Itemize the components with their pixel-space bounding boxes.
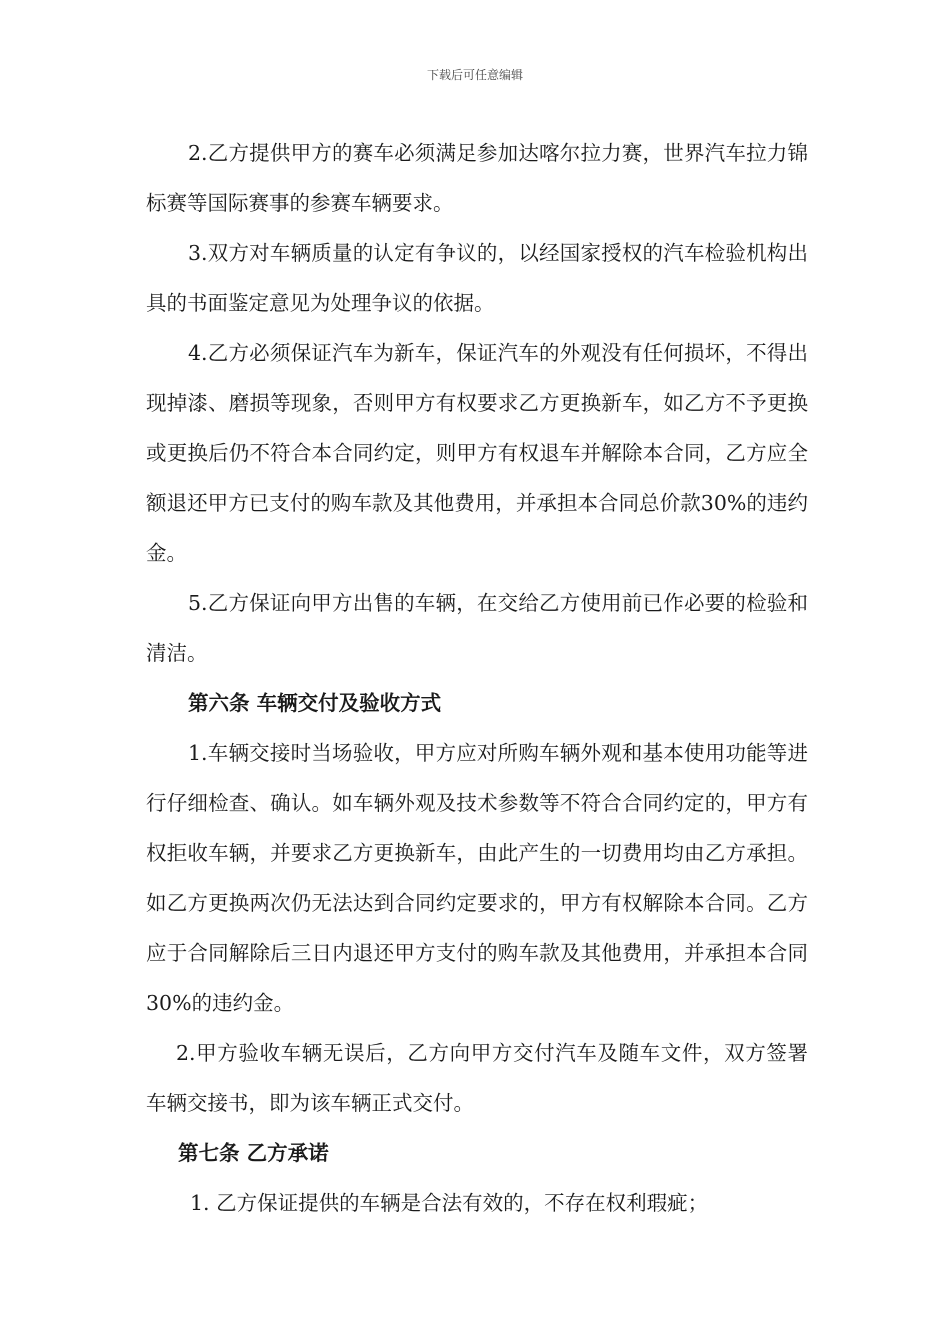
article-7-item-1: 1. 乙方保证提供的车辆是合法有效的，不存在权利瑕疵； [190,1191,709,1215]
article-7-heading: 第七条 乙方承诺 [178,1141,329,1165]
document-body [146,128,808,1228]
clause-item-3: 3.双方对车辆质量的认定有争议的，以经国家授权的汽车检验机构出具的书面鉴定意见为处理争议的依据。 [146,241,808,315]
clause-item-4: 4.乙方必须保证汽车为新车，保证汽车的外观没有任何损坏，不得出现掉漆、磨损等现象，否则甲方有权要求乙方更换新车，如乙方不予更换或更换后仍不符合本合同约定，则甲方有权退车并解除本合同，乙方应全额退还甲方已支付的购车款及其他费用，并承担本合同总价款30%的违约金。 [146,341,808,565]
article-6-item-2: 2.甲方验收车辆无误后，乙方向甲方交付汽车及随车文件，双方签署车辆交接书，即为该车辆正式交付。 [146,1041,808,1115]
article-6-heading: 第六条 车辆交付及验收方式 [188,691,442,715]
clause-item-5: 5.乙方保证向甲方出售的车辆，在交给乙方使用前已作必要的检验和清洁。 [146,591,808,665]
article-6-item-1: 1.车辆交接时当场验收，甲方应对所购车辆外观和基本使用功能等进行仔细检查、确认。如车辆外观及技术参数等不符合合同约定的，甲方有权拒收车辆，并要求乙方更换新车，由此产生的一切费用均由乙方承担。如乙方更换两次仍无法达到合同约定要求的，甲方有权解除本合同。乙方应于合同解除后三日内退还甲方支付的购车款及其他费用，并承担本合同30%的违约金。 [146,741,808,1015]
header-note: 下载后可任意编辑 [426,68,523,82]
clause-item-2: 2.乙方提供甲方的赛车必须满足参加达喀尔拉力赛，世界汽车拉力锦标赛等国际赛事的参赛车辆要求。 [146,141,808,215]
